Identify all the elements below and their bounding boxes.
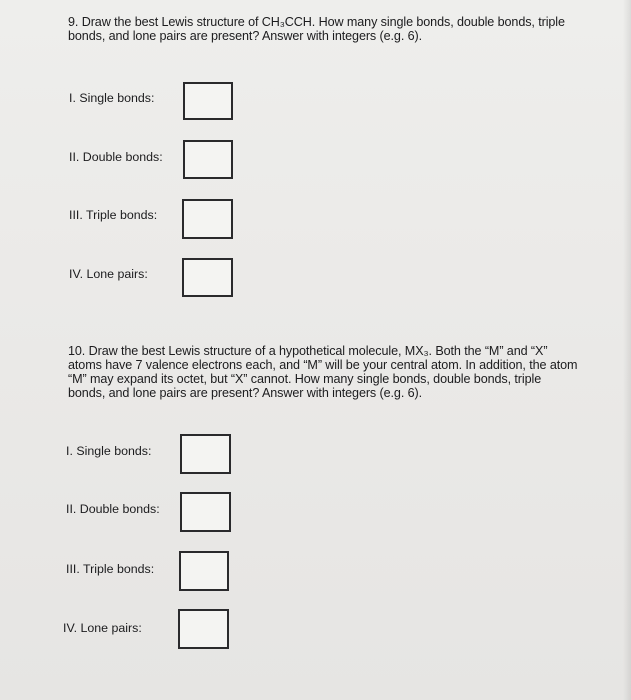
q9-lone-pairs-label: IV. Lone pairs: bbox=[69, 267, 148, 281]
q10-single-bonds-label: I. Single bonds: bbox=[66, 444, 152, 458]
q10-double-bonds-answer-box[interactable] bbox=[180, 492, 231, 532]
q9-double-bonds-answer-box[interactable] bbox=[183, 140, 233, 179]
q10-double-bonds-label: II. Double bonds: bbox=[66, 502, 160, 516]
q9-lone-pairs-answer-box[interactable] bbox=[182, 258, 233, 297]
q9-single-bonds-answer-box[interactable] bbox=[183, 82, 233, 120]
q10-single-bonds-answer-box[interactable] bbox=[180, 434, 231, 474]
q10-lone-pairs-label: IV. Lone pairs: bbox=[63, 621, 142, 635]
q9-triple-bonds-label: III. Triple bonds: bbox=[69, 208, 158, 222]
page-edge-shadow bbox=[623, 0, 631, 700]
q9-triple-bonds-answer-box[interactable] bbox=[182, 199, 233, 239]
question-10-prompt: 10. Draw the best Lewis structure of a hypothetical molecule, MX₃. Both the “M” and “X” atoms have 7 valence electrons each, and “M” will be your central atom. In addition, the atom “M” may expand its octet, but “X” cannot. How many single bonds, double bonds, triple bonds, and lone pairs are present? Answer with integers (e.g. 6). bbox=[68, 344, 578, 400]
q9-double-bonds-label: II. Double bonds: bbox=[69, 150, 163, 164]
q9-single-bonds-label: I. Single bonds: bbox=[69, 91, 155, 105]
q10-triple-bonds-answer-box[interactable] bbox=[179, 551, 229, 591]
q10-lone-pairs-answer-box[interactable] bbox=[178, 609, 229, 649]
question-9-prompt: 9. Draw the best Lewis structure of CH₃CCH. How many single bonds, double bonds, triple bonds, and lone pairs are present? Answer with integers (e.g. 6). bbox=[68, 15, 565, 43]
q10-triple-bonds-label: III. Triple bonds: bbox=[66, 562, 155, 576]
